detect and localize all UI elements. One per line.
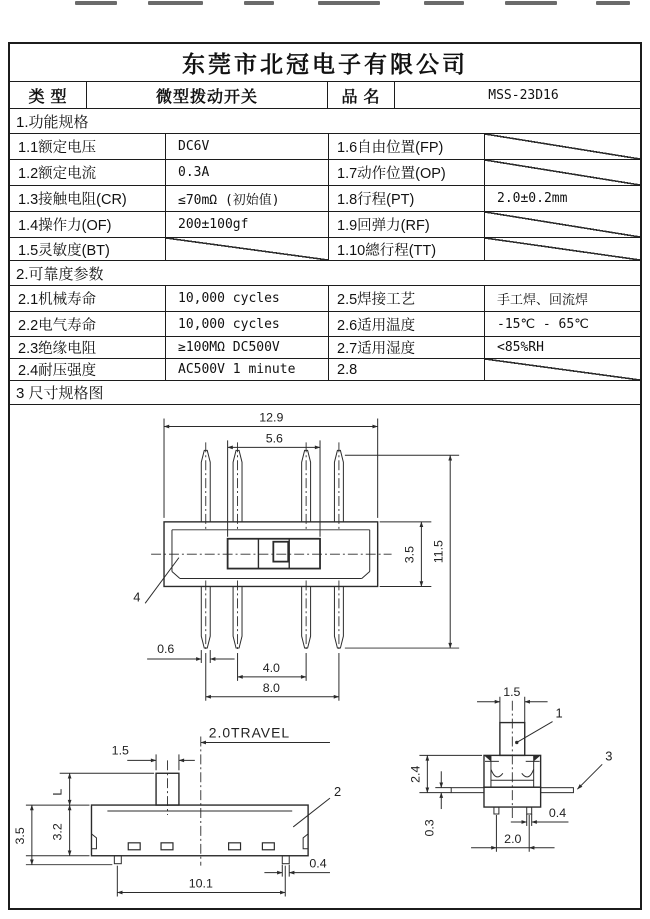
table-row [10,337,640,359]
dim-knob-width: 1.5 [111,743,129,758]
dim-body-depth: 3.5 [402,546,417,564]
spec-label: 2.3绝缘电阻 [10,337,166,358]
scan-artifact [244,1,274,5]
dim-overall-height: 11.5 [431,540,446,564]
spec-label: 1.4操作力(OF) [10,212,166,237]
dim-total-height: 3.5 [12,827,27,845]
dim-knob-width-side: 1.5 [503,684,521,699]
spec-label: 1.7动作位置(OP) [329,160,485,185]
spec-label: 2.1机械寿命 [10,286,166,311]
section-1-title: 1.功能规格 [10,109,640,134]
dim-pin-pitch-outer: 8.0 [262,680,280,695]
table-row [10,134,640,160]
dim-foot-width-side: 0.4 [548,805,567,820]
spec-value: <85%RH [497,340,544,355]
dim-pin-width: 0.6 [157,642,175,657]
document-frame [8,42,642,910]
part-label-2: 2 [333,784,342,800]
table-row [10,212,640,238]
dim-foot-pitch: 2.0 [504,831,522,846]
spec-label: 2.2电气寿命 [10,312,166,336]
spec-value: ≤70mΩ (初始值) [166,186,329,211]
side-view-labels [408,685,612,846]
table-row [10,312,640,337]
type-value: 微型拨动开关 [87,82,328,108]
scan-artifact [75,1,117,5]
table-row [10,160,640,186]
dim-body-height: 3.2 [50,823,65,841]
na-slash [485,212,640,237]
scan-artifact [148,1,203,5]
table-row [10,186,640,212]
na-slash [485,238,640,260]
spec-label: 1.10總行程(TT) [329,238,485,260]
dim-slot-width: 5.6 [265,431,283,446]
spec-label: 2.4耐压强度 [10,359,166,380]
dimension-drawing-area [10,405,640,911]
spec-value: DC6V [166,134,329,159]
table-row [10,238,640,261]
spec-value: -15℃ - 65℃ [497,316,589,332]
scan-artifact [596,1,630,5]
type-product-row [10,82,640,109]
dim-travel: 2.0TRAVEL [208,724,291,741]
section-2-title: 2.可靠度参数 [10,261,640,286]
scan-artifact [424,1,464,5]
dim-knob-height: L [50,788,65,796]
spec-label: 2.6适用温度 [329,312,485,336]
section-3-title: 3 尺寸规格图 [10,381,640,405]
spec-value: 200±100gf [166,212,329,237]
type-label: 类 型 [10,82,87,108]
part-label-1: 1 [555,705,563,721]
spec-label: 1.6自由位置(FP) [329,134,485,159]
dimension-drawing-svg [10,405,640,911]
dim-body-width: 10.1 [188,876,213,891]
spec-label: 2.8 [329,359,485,380]
dim-foot-width: 0.4 [309,856,327,871]
spec-label: 1.5灵敏度(BT) [10,238,166,260]
na-slash [485,134,640,159]
na-slash [485,160,640,185]
spec-value: 10,000 cycles [166,312,329,336]
dim-pin-pitch-inner: 4.0 [262,660,280,675]
front-view-drawing [26,737,330,897]
company-name: 东莞市北冠电子有限公司 [182,52,468,77]
product-value: MSS-23D16 [488,87,559,103]
spec-label: 1.2额定电流 [10,160,166,185]
spec-value: 0.3A [166,160,329,185]
part-label-4: 4 [133,589,141,605]
front-view-labels [13,724,341,890]
spec-label: 1.8行程(PT) [329,186,485,211]
table-row [10,286,640,312]
spec-value: 手工焊、回流焊 [497,293,589,308]
spec-value: ≥100MΩ DC500V [166,337,329,358]
table-row [10,359,640,381]
product-label: 品 名 [328,82,395,108]
scan-artifact [505,1,557,5]
spec-value: 2.0±0.2mm [497,191,568,206]
spec-label: 1.1额定电压 [10,134,166,159]
dim-overall-width: 12.9 [259,410,284,425]
spec-value: AC500V 1 minute [166,359,329,380]
dim-pin-thickness: 0.3 [422,819,437,837]
spec-label: 2.5焊接工艺 [329,286,485,311]
spec-label: 1.3接触电阻(CR) [10,186,166,211]
spec-label: 1.9回弹力(RF) [329,212,485,237]
part-label-3: 3 [605,748,613,764]
spec-label: 2.7适用湿度 [329,337,485,358]
company-header [10,44,640,82]
spec-value: 10,000 cycles [166,286,329,311]
na-slash [166,238,329,260]
side-view-drawing [419,697,602,852]
na-slash [485,359,640,380]
dim-upper-height: 2.4 [408,765,423,783]
scan-artifact [318,1,380,5]
